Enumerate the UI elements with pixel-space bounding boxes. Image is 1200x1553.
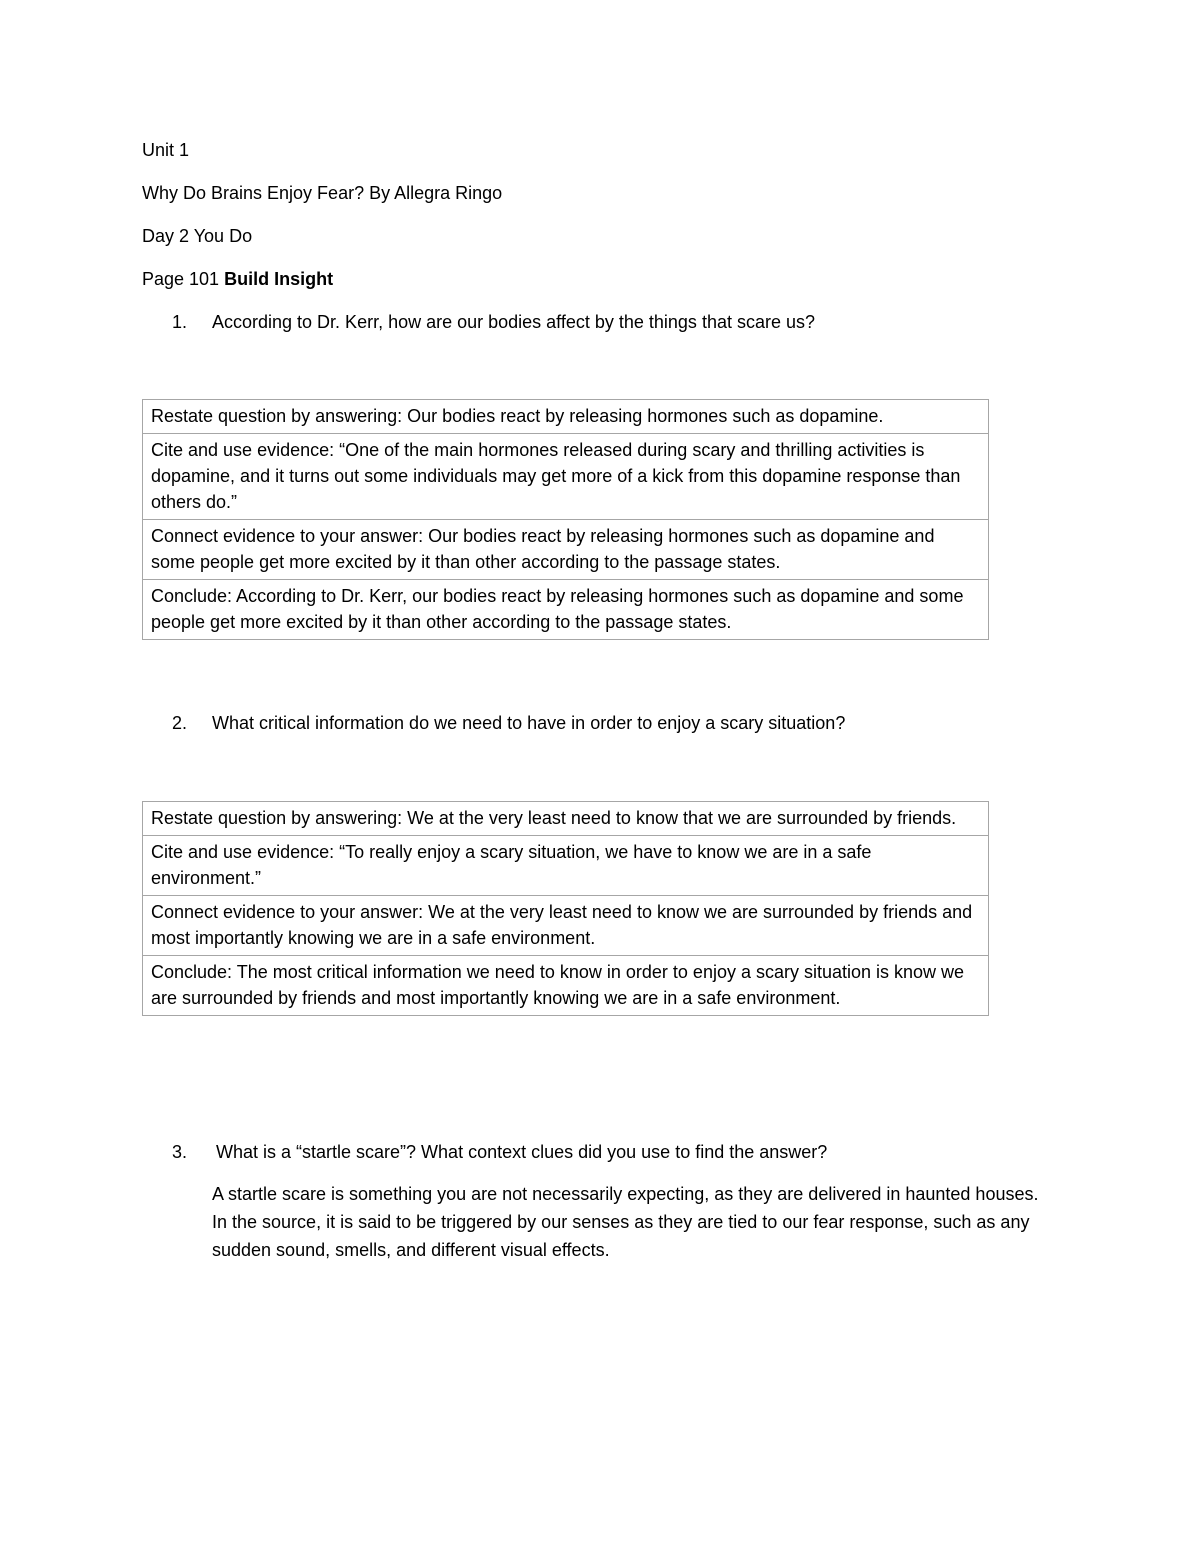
table-row bbox=[143, 400, 989, 434]
evidence-cell: Cite and use evidence: “To really enjoy a scary situation, we have to know we are in a safe environment.” bbox=[143, 836, 989, 896]
table-row bbox=[143, 896, 989, 956]
document-title: Why Do Brains Enjoy Fear? By Allegra Ringo bbox=[142, 183, 503, 203]
question-3-number: 3. bbox=[172, 1142, 188, 1162]
question-3-answer: A startle scare is something you are not necessarily expecting, as they are delivered in haunted houses. In the source, it is said to be triggered by our senses as they are tied to our fear response, such as any sudden sound, smells, and different visual effects. bbox=[212, 1184, 1039, 1260]
conclude-cell: Conclude: According to Dr. Kerr, our bodies react by releasing hormones such as dopamine and some people get more excited by it than other according to the passage states. bbox=[143, 580, 989, 640]
question-2-answer-table bbox=[142, 801, 989, 1016]
section-title: Build Insight bbox=[224, 269, 334, 289]
page-heading bbox=[142, 268, 333, 290]
question-2-number: 2. bbox=[172, 713, 188, 733]
table-row bbox=[143, 520, 989, 580]
day-label: Day 2 You Do bbox=[142, 226, 253, 246]
table-row bbox=[143, 956, 989, 1016]
conclude-cell: Conclude: The most critical information we need to know in order to enjoy a scary situation is know we are surrounded by friends and most importantly knowing we are in a safe environment. bbox=[143, 956, 989, 1016]
question-1-text: According to Dr. Kerr, how are our bodies affect by the things that scare us? bbox=[212, 312, 815, 332]
table-row bbox=[143, 836, 989, 896]
connect-cell: Connect evidence to your answer: Our bodies react by releasing hormones such as dopamine and some people get more excited by it than other according to the passage states. bbox=[143, 520, 989, 580]
table-row bbox=[143, 580, 989, 640]
connect-cell: Connect evidence to your answer: We at the very least need to know we are surrounded by friends and most importantly knowing we are in a safe environment. bbox=[143, 896, 989, 956]
unit-label: Unit 1 bbox=[142, 140, 190, 160]
question-1-number: 1. bbox=[172, 312, 188, 332]
page-number: Page 101 bbox=[142, 269, 220, 289]
question-3-text: What is a “startle scare”? What context clues did you use to find the answer? bbox=[216, 1142, 828, 1162]
question-2-text: What critical information do we need to have in order to enjoy a scary situation? bbox=[212, 713, 846, 733]
question-1-answer-table bbox=[142, 399, 989, 640]
evidence-cell: Cite and use evidence: “One of the main hormones released during scary and thrilling activities is dopamine, and it turns out some individuals may get more of a kick from this dopamine response than others do.” bbox=[143, 434, 989, 520]
restate-cell: Restate question by answering: Our bodies react by releasing hormones such as dopamine. bbox=[143, 400, 989, 434]
restate-cell: Restate question by answering: We at the very least need to know that we are surrounded by friends. bbox=[143, 802, 989, 836]
table-row bbox=[143, 802, 989, 836]
table-row bbox=[143, 434, 989, 520]
